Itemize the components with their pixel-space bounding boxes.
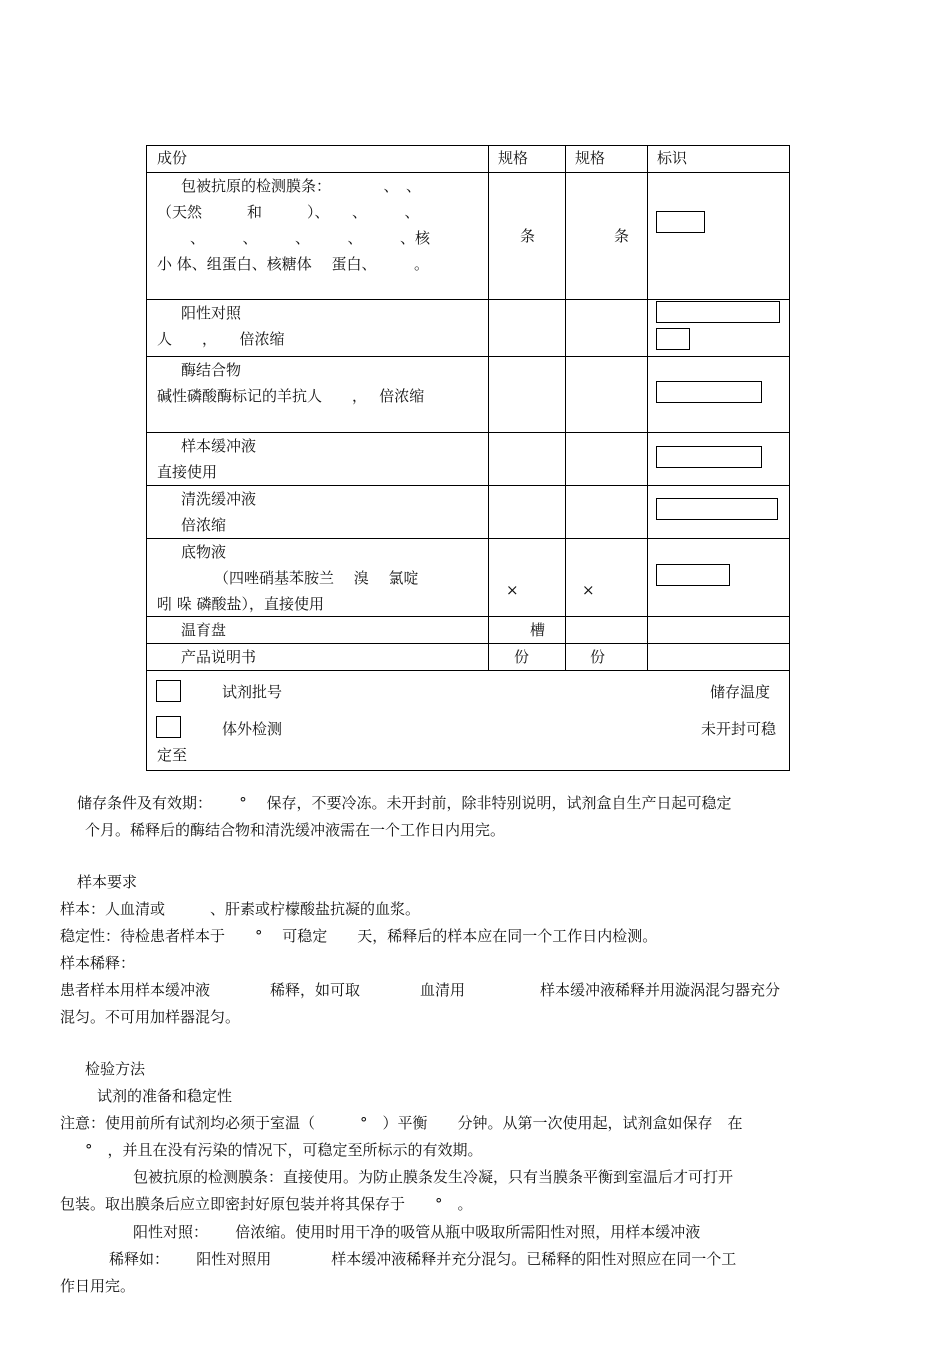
label-symbol-box <box>656 564 730 586</box>
header-spec-2: 规格 <box>575 149 606 167</box>
storage-temp-label: 储存温度 <box>710 683 771 701</box>
table-col-divider <box>565 145 566 671</box>
table-border-left <box>146 145 147 771</box>
substrate-spec-2: × <box>582 581 595 599</box>
manual-title: 产品说明书 <box>181 648 257 666</box>
dilution-text: 混匀。不可用加样器混匀。 <box>60 1008 241 1026</box>
substrate-spec-1: × <box>506 581 519 599</box>
header-label: 标识 <box>657 149 688 167</box>
positive-prep-text: 作日用完。 <box>60 1277 136 1295</box>
incubation-tray-spec-1: 槽 <box>530 621 546 639</box>
stability-text: 稳定性：待检患者样本于 ° 可稳定 天，稀释后的样本应在同一个工作日内检测。 <box>60 927 658 945</box>
substrate-desc: （四唑硝基苯胺兰 溴 氯啶 <box>214 569 419 587</box>
conjugate-title: 酶结合物 <box>181 361 242 379</box>
table-row-divider <box>146 299 790 300</box>
batch-symbol-box <box>156 680 181 702</box>
dilution-heading: 样本稀释： <box>60 954 136 972</box>
wash-buffer-title: 清洗缓冲液 <box>181 490 257 508</box>
method-heading: 检验方法 <box>85 1060 146 1078</box>
manual-spec-2: 份 <box>590 648 606 666</box>
table-row-divider <box>146 538 790 539</box>
ivd-label: 体外检测 <box>222 720 283 738</box>
positive-prep-text: 阳性对照： 倍浓缩。使用时用干净的吸管从瓶中吸取所需阳性对照，用样本缓冲液 <box>133 1223 701 1241</box>
strip-prep-text: 包装。取出膜条后应立即密封好原包装并将其保存于 ° 。 <box>60 1195 473 1213</box>
table-row-divider <box>146 643 790 644</box>
table-col-divider <box>647 145 648 671</box>
storage-text: 个月。稀释后的酶结合物和清洗缓冲液需在一个工作日内用完。 <box>85 821 506 839</box>
strip-component-line: （天然 和 ）、 、 、 <box>157 203 420 221</box>
batch-label: 试剂批号 <box>222 683 283 701</box>
sample-buffer-desc: 直接使用 <box>157 463 218 481</box>
table-border-right <box>789 145 790 771</box>
dilution-text: 患者样本用样本缓冲液 稀释，如可取 血清用 样本缓冲液稀释并用漩涡混匀器充分 <box>60 981 781 999</box>
method-subheading: 试剂的准备和稳定性 <box>97 1087 233 1105</box>
table-row-divider <box>146 432 790 433</box>
label-symbol-box <box>656 301 780 323</box>
incubation-tray-title: 温育盘 <box>181 621 227 639</box>
table-row-divider <box>146 670 790 671</box>
substrate-desc: 吲 哚 磷酸盐），直接使用 <box>157 595 325 613</box>
header-component: 成份 <box>157 149 188 167</box>
table-border-bottom <box>146 770 790 771</box>
note-text: ° ，并且在没有污染的情况下，可稳定至所标示的有效期。 <box>85 1141 483 1159</box>
note-text: 注意：使用前所有试剂均必须于室温（ ° ）平衡 分钟。从第一次使用起，试剂盒如保存 在 <box>60 1114 743 1132</box>
strip-component-line: 、 、 、 、 、核 <box>190 229 431 247</box>
storage-text: 储存条件及有效期： ° 保存，不要冷冻。未开封前，除非特别说明，试剂盒自生产日起可稳定 <box>77 794 732 812</box>
wash-buffer-desc: 倍浓缩 <box>181 516 227 534</box>
manual-spec-1: 份 <box>514 648 530 666</box>
table-col-divider <box>488 145 489 671</box>
positive-prep-text: 稀释如： 阳性对照用 样本缓冲液稀释并充分混匀。已稀释的阳性对照应在同一个工 <box>109 1250 737 1268</box>
strip-prep-text: 包被抗原的检测膜条：直接使用。为防止膜条发生冷凝，只有当膜条平衡到室温后才可打开 <box>133 1168 734 1186</box>
stable-label-cont: 定至 <box>157 746 188 764</box>
strip-component-line: 包被抗原的检测膜条： 、 、 <box>181 177 422 195</box>
table-row-divider <box>146 172 790 173</box>
stable-label: 未开封可稳 <box>701 720 777 738</box>
header-spec-1: 规格 <box>498 149 529 167</box>
conjugate-desc: 碱性磷酸酶标记的羊抗人 ， 倍浓缩 <box>157 387 425 405</box>
table-row-divider <box>146 485 790 486</box>
label-symbol-box <box>656 498 778 520</box>
strip-spec-2: 条 <box>614 227 630 245</box>
sample-heading: 样本要求 <box>77 873 138 891</box>
table-row-divider <box>146 356 790 357</box>
label-symbol-box <box>656 381 762 403</box>
table-row-divider <box>146 616 790 617</box>
strip-component-line: 小 体、组蛋白、核糖体 蛋白、 。 <box>157 255 430 273</box>
strip-spec-1: 条 <box>520 227 536 245</box>
sample-text: 样本：人血清或 、肝素或柠檬酸盐抗凝的血浆。 <box>60 900 421 918</box>
positive-control-desc: 人 ， 倍浓缩 <box>157 330 285 348</box>
sample-buffer-title: 样本缓冲液 <box>181 437 257 455</box>
positive-control-title: 阳性对照 <box>181 304 242 322</box>
label-symbol-box <box>656 328 690 350</box>
ivd-symbol-box <box>156 716 181 738</box>
table-border-top <box>146 145 790 146</box>
substrate-title: 底物液 <box>181 543 227 561</box>
label-symbol-box <box>656 211 705 233</box>
label-symbol-box <box>656 446 762 468</box>
